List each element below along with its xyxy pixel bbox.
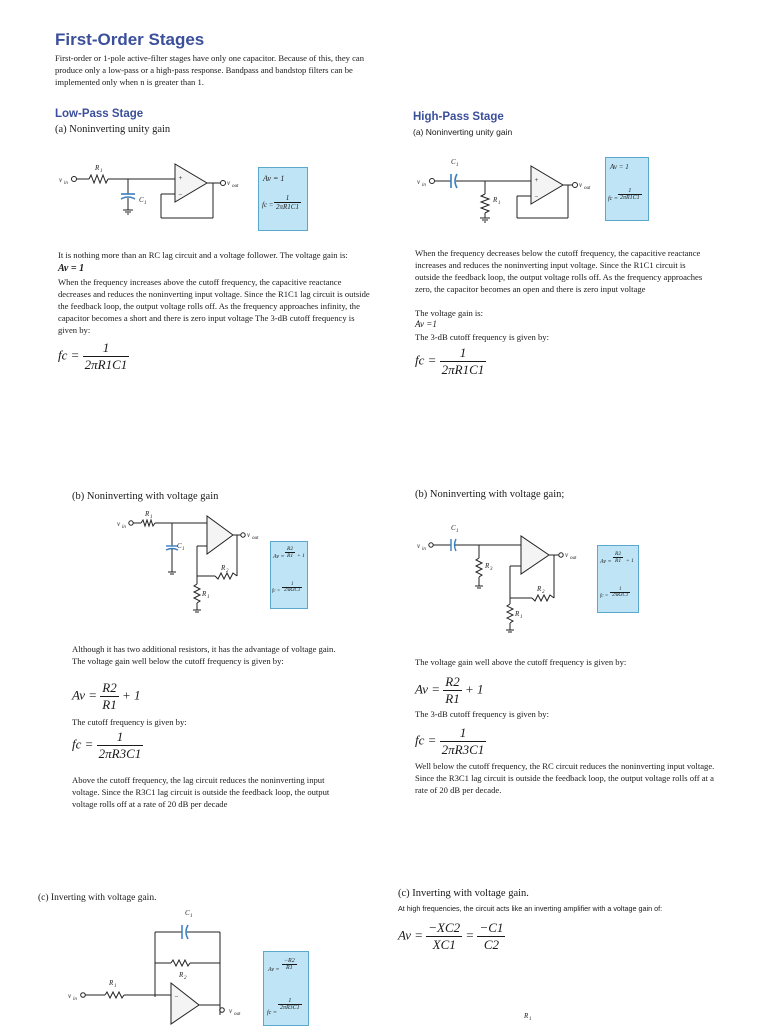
low-pass-b-text2: The cutoff frequency is given by: [72,717,187,727]
svg-text:R: R [202,590,207,598]
plus-one: + 1 [464,681,484,697]
gain-label: Av = [72,687,98,703]
svg-text:R: R [95,164,100,172]
low-pass-b-fc [72,729,143,762]
high-pass-c-caption: (c) Inverting with voltage gain. [398,888,529,899]
svg-text:C: C [185,909,190,917]
high-pass-a-formula-box [605,157,649,221]
svg-text:in: in [422,547,426,552]
svg-text:R: R [537,585,542,593]
fc-label: fc = [272,589,281,594]
svg-text:out: out [570,556,577,561]
fc-fraction [278,998,302,1011]
svg-text:R: R [179,971,184,979]
low-pass-b-formula-box [270,541,308,609]
gain-label: Av = [268,967,280,973]
gain-fraction [282,958,297,971]
svg-text:2: 2 [542,590,545,595]
gain-formula: Av = 1 [610,163,629,171]
svg-text:R: R [109,979,114,987]
svg-text:1: 1 [100,169,103,174]
svg-text:v: v [229,1007,233,1015]
fraction-denominator: 2πR3C1 [280,1005,300,1011]
high-pass-inverting-circuit-fragment [520,1008,550,1024]
svg-text:1: 1 [150,515,153,520]
gain-fraction [443,674,461,707]
low-pass-c-formula-box [263,951,309,1026]
low-pass-b-gain [72,680,141,713]
high-pass-b-formula-box [597,545,639,613]
low-pass-a-gain: Av = 1 [58,263,85,274]
fraction-numerator: 1 [278,998,302,1005]
svg-text:in: in [73,997,77,1002]
svg-text:2: 2 [184,976,187,981]
high-pass-a-caption: (a) Noninverting unity gain [413,127,513,137]
gain-label: Av = [273,554,285,560]
fraction-denominator: 2πR3C1 [441,742,485,757]
capacitance-fraction [477,920,505,953]
svg-text:−: − [178,191,183,199]
high-pass-b-text3: Well below the cutoff frequency, the RC circuit reduces the noninverting input voltage. Since the R3C1 lag circuit is outside the feedback loop, the output voltage rolls off at a rate of 20 dB per decade. [415,761,715,795]
fraction-denominator: 2πR1C1 [441,362,485,377]
svg-text:v: v [227,179,231,187]
svg-text:1: 1 [182,547,185,552]
high-pass-gain-circuit [415,516,590,636]
reactance-fraction [426,920,462,953]
svg-text:out: out [234,1012,241,1017]
svg-text:R: R [221,564,226,572]
svg-text:R: R [485,562,490,570]
svg-text:v: v [565,551,569,559]
fc-label: fc = [58,347,80,363]
fc-fraction [97,729,144,762]
fraction-denominator: 2πR1C1 [84,357,128,372]
svg-text:+: + [178,174,183,182]
high-pass-b-caption: (b) Noninverting with voltage gain; [415,489,565,500]
gain-label: Av = [600,559,612,565]
fraction-numerator: 1 [83,340,130,357]
svg-text:3: 3 [490,567,493,572]
gain-fraction [285,546,295,559]
svg-text:R: R [145,510,150,518]
fc-fraction [282,582,302,593]
svg-text:1: 1 [456,163,459,168]
svg-text:in: in [122,525,126,530]
svg-text:R: R [515,610,520,618]
fraction-denominator: R1 [445,691,460,706]
gain-label: Av = [398,927,424,943]
fc-label: fc = [415,732,437,748]
fc-label: fc = [600,594,609,599]
fraction-denominator: R1 [102,697,117,712]
low-pass-a-fc [58,340,129,373]
fc-fraction [440,345,487,378]
low-pass-inverting-circuit [65,905,275,1024]
fc-fraction [610,587,630,598]
svg-text:v: v [59,176,63,184]
svg-text:1: 1 [144,201,147,206]
fc-fraction [274,194,301,211]
fraction-numerator: 1 [618,188,642,195]
svg-text:1: 1 [498,201,501,206]
fraction-numerator: −R2 [284,958,295,964]
gain-fraction [613,551,623,564]
plus-one: + 1 [121,687,141,703]
low-pass-b-text3: Above the cutoff frequency, the lag circuit reduces the noninverting input voltage. Since the R3C1 lag circuit is outside the feedback loop, the output voltage rolls off at a rate of 20 dB per decade [72,775,330,809]
gain-fraction [100,680,118,713]
high-pass-b-text2: The 3-dB cutoff frequency is given by: [415,709,549,719]
svg-text:1: 1 [520,615,523,620]
low-pass-b-caption: (b) Noninverting with voltage gain [72,491,219,502]
svg-text:v: v [417,178,421,186]
fraction-numerator: R2 [615,551,622,557]
intro-paragraph: First-order or 1-pole active-filter stages have only one capacitor. Because of this, they can produce only a low-pass or a high-pass response. Bandpass and bandstop filters can be implemented only when n is greater than 1. [55,53,365,87]
fraction-denominator: R1 [615,558,622,564]
fraction-denominator: R1 [286,965,293,971]
fraction-numerator: 1 [97,729,144,746]
svg-text:+: + [534,176,539,184]
svg-text:R: R [524,1012,529,1020]
fraction-denominator: 2πR3C1 [612,593,629,598]
svg-text:C: C [451,158,456,166]
fc-label: fc = [415,352,437,368]
fraction-numerator: 1 [274,194,301,203]
fraction-numerator: 1 [282,582,302,588]
svg-text:v: v [579,181,583,189]
svg-text:in: in [64,181,68,186]
fraction-numerator: 1 [610,587,630,593]
fc-label: fc = [262,201,274,209]
svg-text:2: 2 [226,569,229,574]
plus-one: + 1 [626,558,634,564]
gain-label: Av = [415,681,441,697]
fraction-numerator: R2 [287,546,294,552]
fc-fraction [83,340,130,373]
high-pass-a-gain: Av =1 [415,319,437,329]
gain-formula: Av = 1 [263,174,285,183]
fraction-denominator: R1 [287,553,294,559]
fraction-numerator: −C1 [479,920,504,935]
fraction-numerator: 1 [440,345,487,362]
fc-label: fc = [267,1010,277,1016]
high-pass-b-gain [415,674,484,707]
fraction-denominator: 2πR3C1 [98,746,142,761]
svg-text:out: out [252,536,259,541]
svg-text:R: R [493,196,498,204]
svg-text:1: 1 [114,984,117,989]
fraction-denominator: 2πR1C1 [276,203,299,211]
fraction-denominator: C2 [483,937,500,952]
fraction-numerator: R2 [445,674,460,689]
high-pass-heading: High-Pass Stage [413,111,504,123]
svg-text:1: 1 [529,1017,532,1022]
fc-label: fc = [72,736,94,752]
svg-text:1: 1 [190,914,193,919]
high-pass-c-text1: At high frequencies, the circuit acts like an inverting amplifier with a voltage gain of: [398,904,663,913]
svg-text:−: − [534,193,539,201]
high-pass-a-text2: The voltage gain is: [415,308,484,318]
svg-text:v: v [68,992,72,1000]
svg-text:C: C [451,524,456,532]
svg-text:C: C [139,196,144,204]
fc-label: fc = [608,196,618,202]
svg-text:out: out [232,184,239,189]
high-pass-a-fc [415,345,486,378]
low-pass-c-caption: (c) Inverting with voltage gain. [38,893,157,903]
high-pass-b-text1: The voltage gain well above the cutoff frequency is given by: [415,657,627,667]
high-pass-a-text3: The 3-dB cutoff frequency is given by: [415,332,549,342]
high-pass-a-text1: When the frequency decreases below the cutoff frequency, the capacitive reactance increases and reduces the noninverting input voltage. Since the R1C1 circuit is outside the feedback loop, the output voltage rolls off. As the frequency approaches zero, the capacitor becomes an open and there is zero input voltage [415,248,703,294]
fraction-numerator: 1 [440,725,487,742]
low-pass-heading: Low-Pass Stage [55,108,144,120]
high-pass-b-fc [415,725,486,758]
low-pass-b-text1: Although it has two additional resistors, it has the advantage of voltage gain. The voltage gain well below the cutoff frequency is given by: [72,644,336,666]
svg-text:1: 1 [456,529,459,534]
svg-text:−: − [174,993,179,1001]
svg-text:out: out [584,186,591,191]
svg-text:C: C [177,542,182,550]
fraction-denominator: 2πR3C1 [284,588,301,593]
plus-one: + 1 [297,553,305,559]
svg-text:1: 1 [207,595,210,600]
low-pass-a-text2: When the frequency increases above the cutoff frequency, the capacitive reactance decreases and reduces the noninverting input voltage. Since the R1C1 lag circuit is outside the feedback loop, the output voltage rolls off. As the frequency approaches infinity, the capacitor becomes a short and there is zero input voltage The 3-dB cutoff frequency is given by: [58,277,370,335]
low-pass-a-formula-box [258,167,308,231]
svg-text:v: v [417,542,421,550]
fc-fraction [618,188,642,201]
low-pass-gain-circuit [115,508,275,618]
fraction-denominator: 2πR1C1 [620,195,640,201]
low-pass-a-caption: (a) Noninverting unity gain [55,124,171,135]
page-title: First-Order Stages [55,30,205,49]
svg-text:v: v [247,531,251,539]
low-pass-a-text1: It is nothing more than an RC lag circuit and a voltage follower. The voltage gain is: [58,250,348,260]
fraction-numerator: R2 [102,680,117,695]
fc-fraction [440,725,487,758]
fraction-numerator: −XC2 [428,920,461,935]
svg-text:in: in [422,183,426,188]
fraction-denominator: XC1 [432,937,456,952]
svg-text:v: v [117,520,121,528]
high-pass-c-gain: Av = $\frac{-XC2}{XC1}$ = $\frac{-C1}{C2}$ [398,920,504,952]
